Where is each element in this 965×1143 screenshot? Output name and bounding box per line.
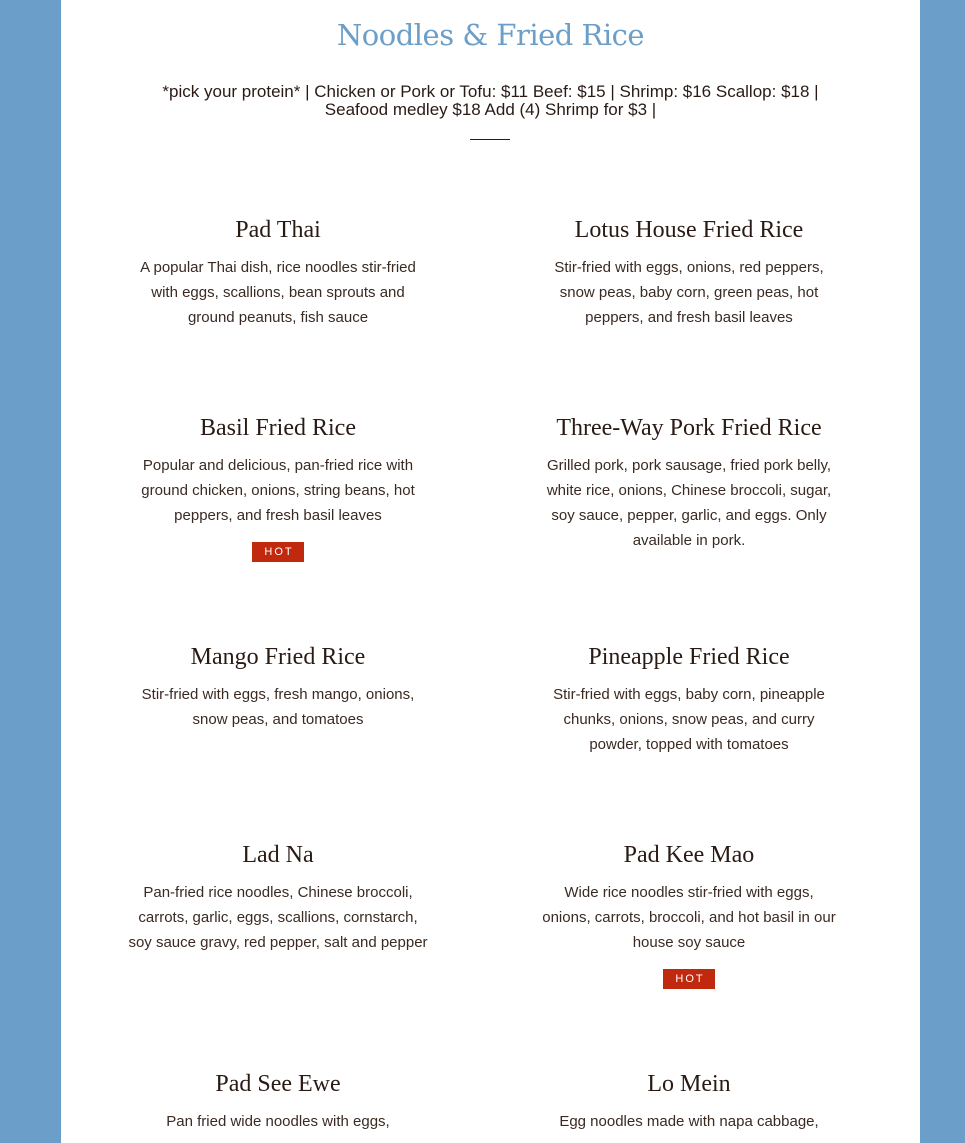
hot-badge: HOT: [663, 969, 714, 989]
menu-item-description: Popular and delicious, pan-fried rice with ground chicken, onions, string beans, hot peppers, and fresh basil leaves: [141, 457, 415, 524]
menu-item-name: Pineapple Fried Rice: [588, 644, 790, 670]
menu-item-description: Grilled pork, pork sausage, fried pork belly, white rice, onions, Chinese broccoli, sugar, soy sauce, pepper, garlic, and eggs. Only available in pork.: [546, 457, 832, 549]
menu-item-name: Mango Fried Rice: [190, 644, 366, 670]
menu-item-description: Wide rice noodles stir-fried with eggs, onions, carrots, broccoli, and hot basil in our house soy sauce: [542, 884, 836, 951]
menu-item-pad-see-ewe: [118, 1069, 438, 1134]
menu-item-name: Pad See Ewe: [215, 1071, 341, 1097]
menu-item-name: Lotus House Fried Rice: [574, 217, 804, 243]
title-divider: [470, 139, 510, 140]
menu-item-description: Stir-fried with eggs, onions, red peppers, snow peas, baby corn, green peas, hot peppers, and fresh basil leaves: [554, 259, 824, 326]
menu-item-name: Pad Kee Mao: [623, 842, 755, 868]
menu-item-name: Three-Way Pork Fried Rice: [556, 415, 822, 441]
menu-page: [61, 0, 920, 1143]
menu-item-basil-fried-rice: [118, 413, 438, 562]
menu-item-description: Pan-fried rice noodles, Chinese broccoli, carrots, garlic, eggs, scallions, cornstarch, soy sauce gravy, red pepper, salt and pepper: [128, 884, 428, 951]
menu-item-description: Stir-fried with eggs, baby corn, pineapple chunks, onions, snow peas, and curry powder, topped with tomatoes: [553, 686, 825, 753]
menu-item-pad-kee-mao: [529, 840, 849, 989]
menu-item-pad-thai: [118, 215, 438, 330]
menu-item-lo-mein: [529, 1069, 849, 1134]
menu-item-description: Pan fried wide noodles with eggs,: [166, 1113, 390, 1130]
menu-item-pineapple-fried-rice: [529, 642, 849, 757]
hot-badge: HOT: [252, 542, 303, 562]
menu-item-description: A popular Thai dish, rice noodles stir-fried with eggs, scallions, bean sprouts and ground peanuts, fish sauce: [140, 259, 416, 326]
menu-item-lad-na: [118, 840, 438, 955]
menu-item-description: Egg noodles made with napa cabbage,: [559, 1113, 819, 1130]
section-title: Noodles & Fried Rice: [336, 18, 645, 52]
protein-pricing: *pick your protein* | Chicken or Pork or Tofu: $11 Beef: $15 | Shrimp: $16 Scallop: $18 | Seafood medley $18 Add (4) Shrimp for $3 |: [162, 82, 819, 119]
menu-item-lotus-house-fried-rice: [529, 215, 849, 330]
menu-item-mango-fried-rice: [118, 642, 438, 732]
menu-item-description: Stir-fried with eggs, fresh mango, onions, snow peas, and tomatoes: [141, 686, 415, 728]
menu-item-three-way-pork-fried-rice: [529, 413, 849, 553]
menu-item-name: Basil Fried Rice: [200, 415, 356, 441]
menu-item-name: Pad Thai: [235, 217, 321, 243]
menu-item-name: Lo Mein: [647, 1071, 731, 1097]
menu-item-name: Lad Na: [242, 842, 314, 868]
